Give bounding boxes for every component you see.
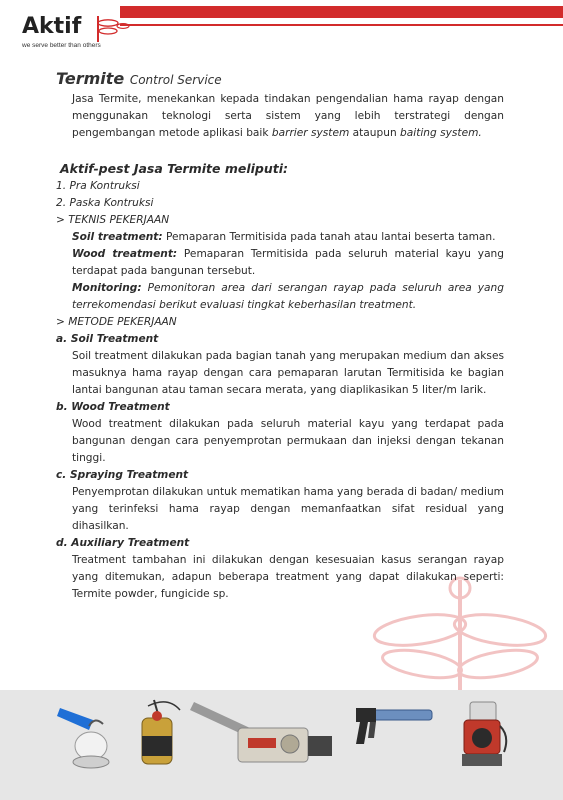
list-item-paska: 2. Paska Kontruksi	[56, 197, 154, 209]
header-red-bar	[120, 6, 563, 18]
aktif-logo	[22, 14, 132, 54]
monitoring-text: Pemonitoran area dari serangan rayap pada seluruh area yang terrekomendasi berikut evaluasi tingkat keberhasilan treatment.	[72, 282, 504, 311]
method-b-text: Wood treatment dilakukan pada seluruh material kayu yang terdapat pada bangunan dengan cara penyemprotan permukaan dan injeksi dengan tekanan tinggi.	[72, 418, 504, 464]
pressure-sprayer-icon	[128, 696, 188, 776]
services-heading: Aktif-pest Jasa Termite meliputi:	[60, 161, 289, 176]
intro-paragraph	[56, 91, 504, 142]
method-b-title: b. Wood Treatment	[56, 401, 170, 413]
list-item-pra: 1. Pra Kontruksi	[56, 180, 140, 192]
wood-treatment-desc	[56, 246, 504, 280]
metode-heading: > METODE PEKERJAAN	[56, 316, 177, 328]
soil-label: Soil treatment:	[72, 231, 163, 243]
wood-text: Pemaparan Termitisida pada seluruh material kayu yang terdapat pada bangunan tersebut.	[72, 248, 504, 277]
thermal-fogger-icon	[190, 698, 340, 783]
method-c-text: Penyemprotan dilakukan untuk mematikan hama yang berada di badan/ medium yang terinfeksi hama rayap dengan memanfaatkan sifat residual yang dihasilkan.	[72, 486, 504, 532]
method-a-title: a. Soil Treatment	[56, 333, 159, 345]
page-title	[56, 68, 504, 91]
title-main: Termite	[56, 69, 125, 88]
intro-text: Jasa Termite, menekankan kepada tindakan pengendalian hama rayap dengan menggunakan teknologi serta sistem yang lebih terstrategi dengan pengembangan metode aplikasi baik	[72, 93, 504, 139]
intro-baiting: baiting system.	[400, 127, 482, 139]
equipment-band	[0, 690, 563, 800]
dragonfly-logo-icon	[92, 14, 132, 44]
intro-text-b: ataupun	[349, 127, 401, 139]
soil-treatment-desc	[56, 229, 504, 246]
wood-label: Wood treatment:	[72, 248, 178, 260]
method-d-text: Treatment tambahan ini dilakukan dengan kesesuaian kasus serangan rayap yang ditemukan, adapun beberapa treatment yang dapat dilakukan seperti: Termite powder, fungicide sp.	[72, 554, 504, 600]
method-a-text: Soil treatment dilakukan pada bagian tanah yang merupakan medium dan akses masuknya hama rayap dengan cara pemaparan larutan Termitisida ke bagian lantai bangunan atau taman secara merata, yang diaplikasikan 5 liter/m larik.	[72, 350, 504, 396]
header-red-line	[120, 24, 563, 26]
logo-tagline: we serve better than others	[22, 42, 101, 49]
logo-wordmark: Aktif	[22, 14, 82, 39]
header	[0, 0, 563, 52]
teknis-heading: > TEKNIS PEKERJAAN	[56, 214, 170, 226]
method-d-title: d. Auxiliary Treatment	[56, 537, 190, 549]
fogger-blue-icon	[55, 700, 115, 775]
backpack-mistblower-icon	[452, 696, 512, 776]
soil-text: Pemaparan Termitisida pada tanah atau lantai beserta taman.	[162, 231, 496, 243]
document-body	[56, 68, 504, 603]
monitoring-label: Monitoring:	[72, 282, 142, 294]
injection-gun-icon	[352, 704, 442, 754]
intro-barrier: barrier system	[271, 127, 350, 139]
method-c-title: c. Spraying Treatment	[56, 469, 189, 481]
title-rest: Control Service	[129, 73, 222, 87]
monitoring-desc	[56, 280, 504, 314]
